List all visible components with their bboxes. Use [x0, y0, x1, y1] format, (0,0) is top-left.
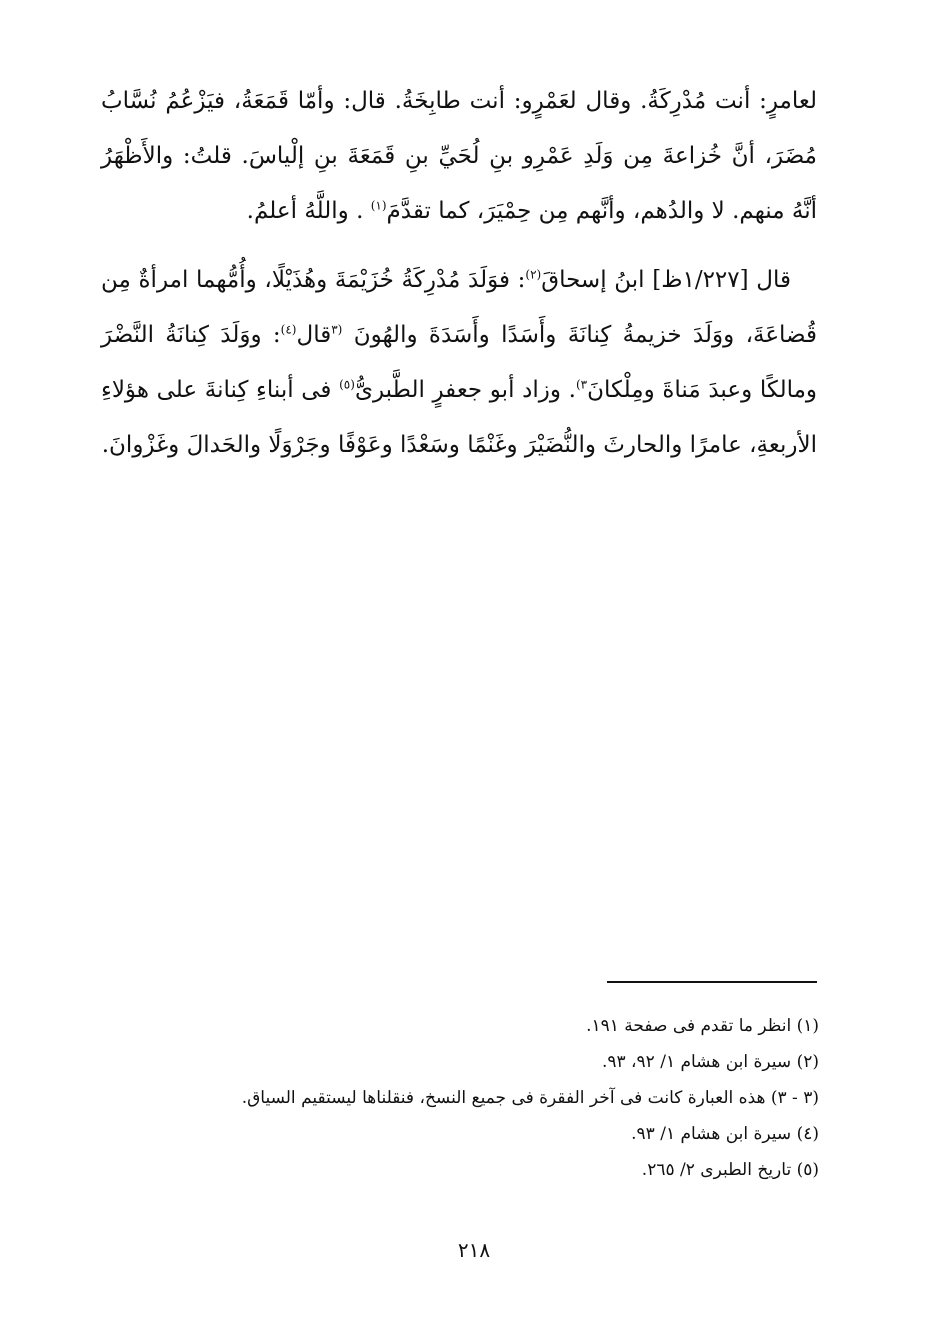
text-run: : ووَلَدَ كِنانَةُ النَّضْرَ ومالكًا وعبدَ مَناةَ ومِلْكانَ — [101, 322, 818, 403]
footnote-ref-2: (٢) — [525, 267, 542, 282]
text-run: قال [١/٢٢٧ظ] ابنُ إسحاقَ — [541, 267, 791, 293]
main-text — [101, 74, 817, 473]
footnote-5: (٥) تاريخ الطبرى ٢/ ٢٦٥. — [641, 1160, 819, 1180]
footnotes-list — [99, 1008, 819, 1188]
text-run: : فوَلَدَ مُدْرِكَةُ خُزَيْمَةَ وهُذَيْلًا، وأُمُّهما امرأةٌ مِن قُضاعَةَ، ووَلَدَ خزيمةُ كِنانَةَ وأَسَدًا وأَسَدَةَ والهُونَ — [101, 267, 817, 348]
footnote-4: (٤) سيرة ابن هشام ١/ ٩٣. — [631, 1124, 819, 1144]
footnote-1: (١) انظر ما تقدم فى صفحة ١٩١. — [586, 1016, 819, 1036]
paragraph — [101, 74, 817, 239]
text-run: فى أبناءِ كِنانةَ على هؤلاءِ الأربعةِ، عامرًا والحارثَ والنُّضَيْرَ وغَنْمًا وسَعْدًا وعَوْفًا وجَرْوَلًا والحَدالَ وغَزْوانَ. — [101, 377, 817, 458]
footnote-ref-4: (٤) — [280, 322, 297, 337]
footnote-ref-1: (١) — [370, 198, 387, 213]
footnote-ref-3-close: ٣) — [575, 377, 588, 392]
footnote-3: (٣ - ٣) هذه العبارة كانت فى آخر الفقرة فى جميع النسخ، فنقلناها ليستقيم السياق. — [241, 1088, 819, 1108]
footnote-divider — [607, 981, 817, 983]
text-run: لعامرٍ: أنت مُدْرِكَةُ. وقال لعَمْرٍو: أنت طابِخَةُ. قال: وأمّا قَمَعَةُ، فيَزْعُمُ نُسَّابُ مُضَرَ، أنَّ خُزاعةَ مِن وَلَدِ عَمْرِو بنِ لُحَيِّ بنِ قَمَعَةَ بنِ إلْياسَ. قلتُ: والأَظْهَرُ أنَّهُ منهم. لا والدُهم، وأنَّهم مِن حِمْيَرَ، كما تقدَّمَ — [101, 88, 817, 224]
paragraph — [101, 253, 817, 473]
footnote-ref-3-open: (٣ — [331, 322, 343, 337]
text-run: . وزاد أبو جعفرٍ الطَّبرىُّ — [354, 377, 576, 403]
footnote-2: (٢) سيرة ابن هشام ١/ ٩٢، ٩٣. — [601, 1052, 819, 1072]
page-number: ٢١٨ — [457, 1238, 491, 1262]
text-run: قال — [296, 322, 332, 348]
footnote-ref-5: (٥) — [339, 377, 355, 392]
text-run: . واللَّهُ أعلمُ. — [246, 198, 364, 224]
